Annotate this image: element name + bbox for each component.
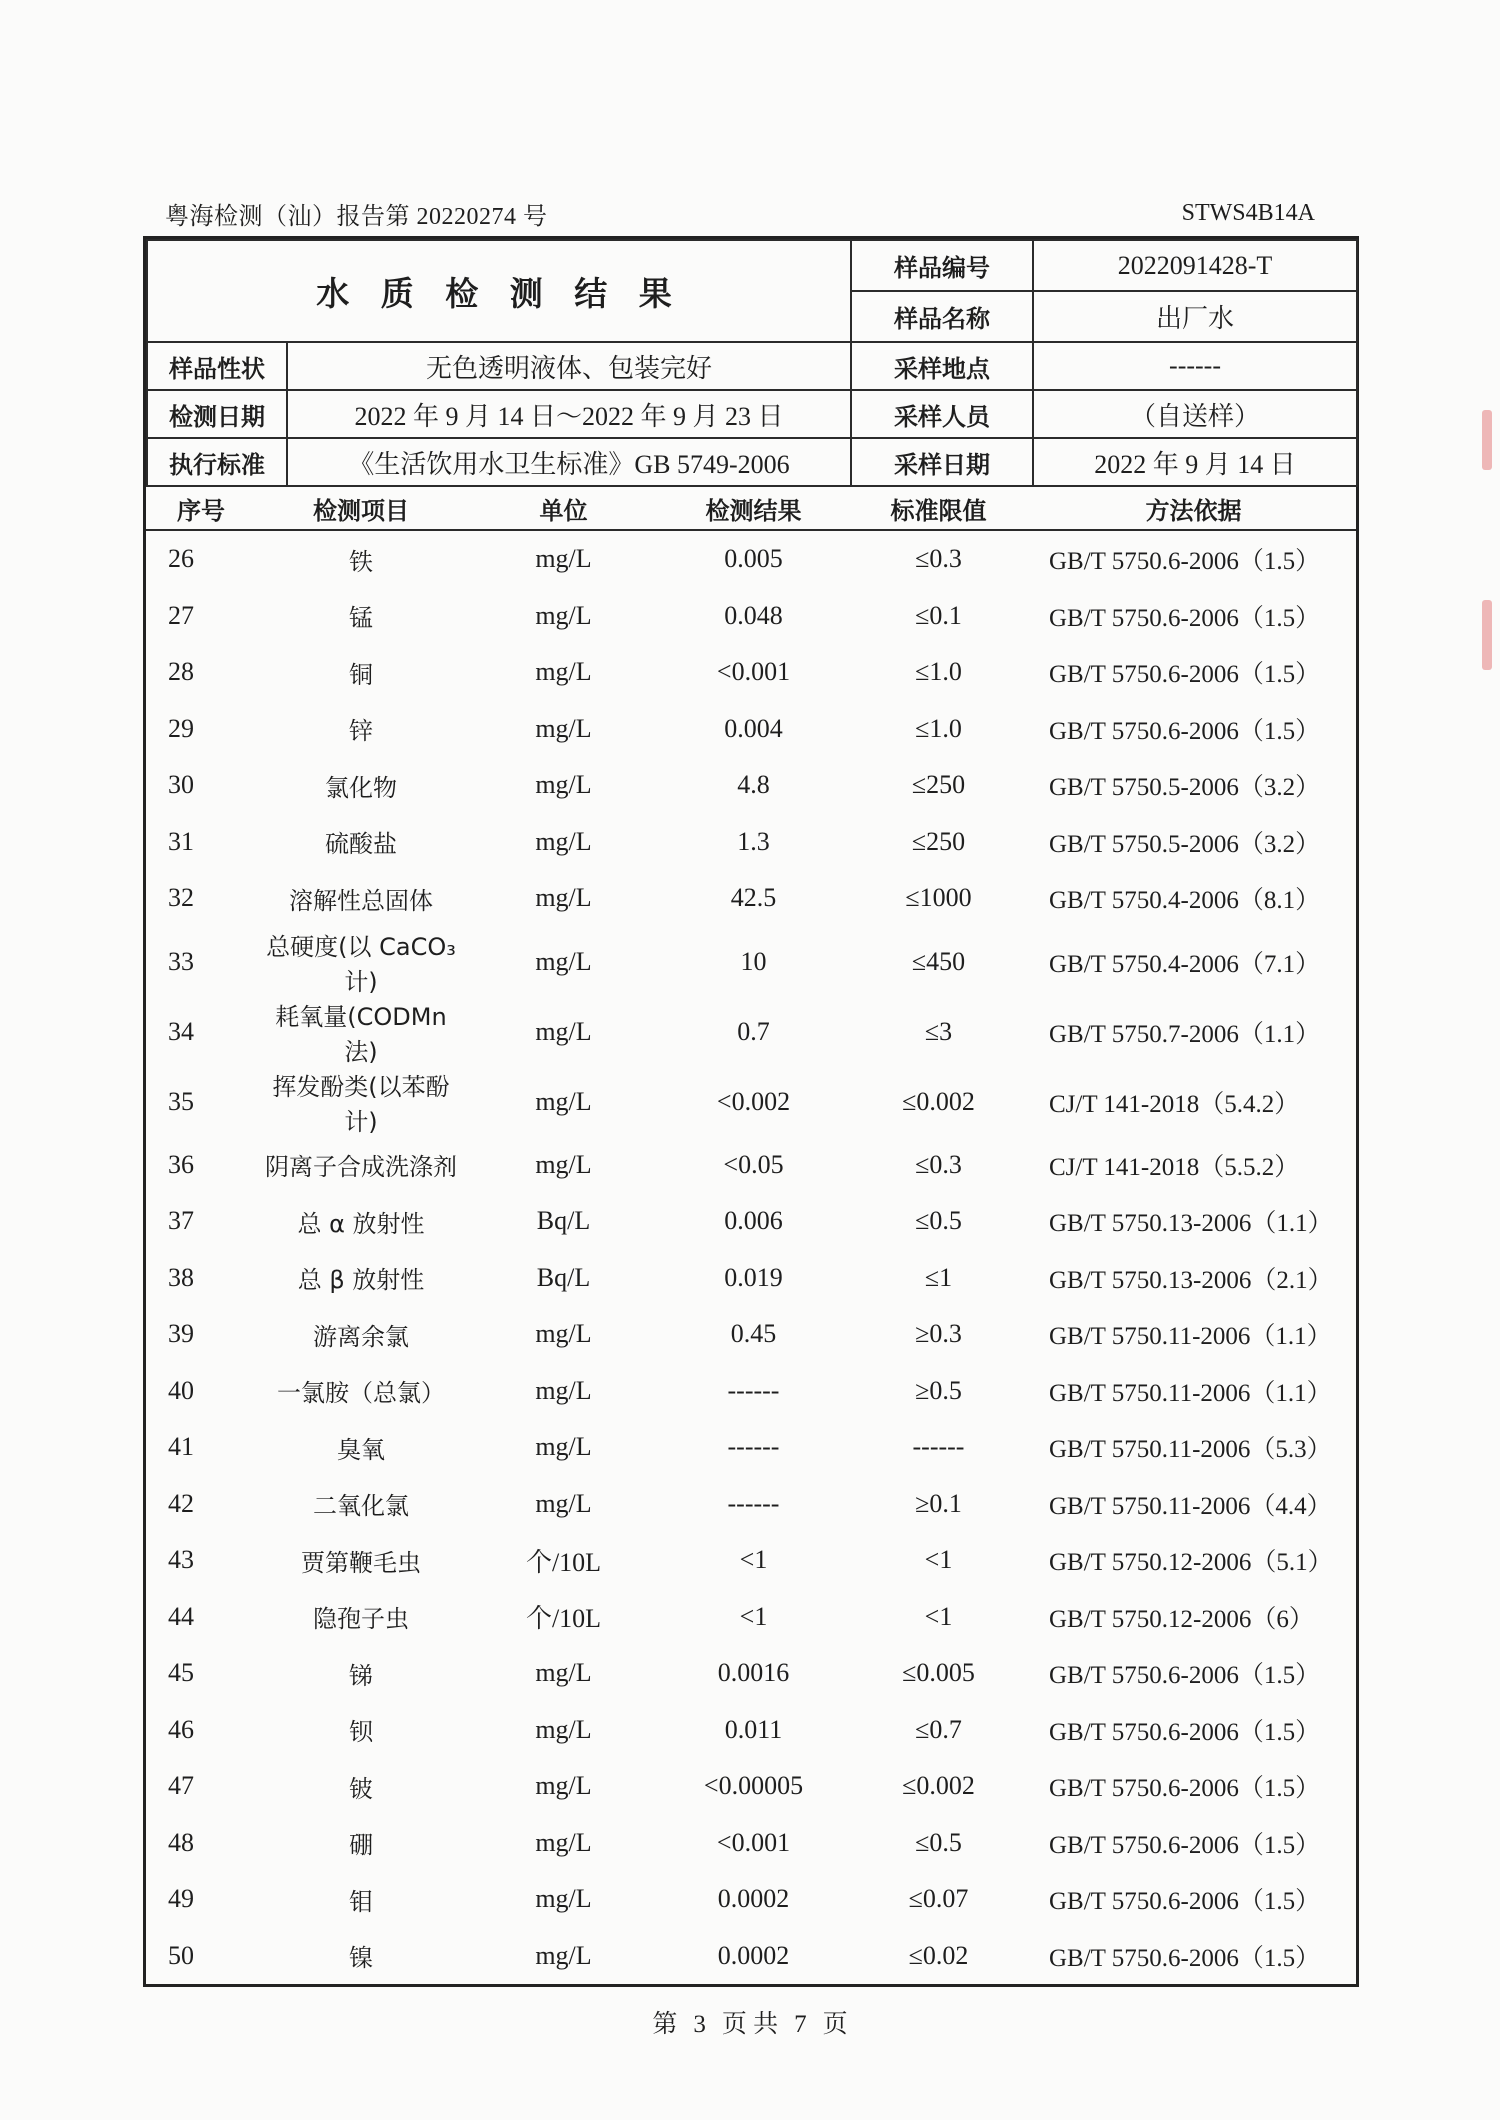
method-basis: GB/T 5750.6-2006（1.5）: [1049, 1831, 1321, 1859]
table-row: [146, 1306, 1356, 1363]
unit: mg/L: [535, 883, 592, 913]
sample-name-label: 样品名称: [851, 291, 1033, 342]
unit: mg/L: [535, 657, 592, 687]
sample-no-label: 样品编号: [851, 240, 1033, 291]
result-sheet: [143, 236, 1359, 1987]
standard-limit: ≥0.1: [915, 1488, 962, 1518]
row-number: 34: [168, 1016, 194, 1046]
table-row: [146, 1645, 1356, 1702]
unit: mg/L: [535, 1432, 592, 1462]
standard-limit: <1: [924, 1545, 953, 1575]
test-item: 总 α 放射性: [297, 1209, 425, 1238]
sheet-title: 水 质 检 测 结 果: [147, 240, 851, 342]
test-item: 耗氧量(CODMn 法): [275, 1002, 447, 1066]
row-number: 31: [168, 826, 194, 856]
standard-limit: ≤0.005: [902, 1658, 975, 1688]
test-result: 10: [740, 946, 767, 976]
column-header: 方法依据: [1031, 487, 1356, 530]
test-result: 0.019: [724, 1262, 783, 1292]
test-item: 铁: [349, 547, 373, 576]
table-row: [146, 1871, 1356, 1928]
results-table: [146, 487, 1356, 1984]
test-result: <0.00005: [703, 1771, 804, 1801]
test-item: 臭氧: [337, 1435, 385, 1464]
test-item: 贾第鞭毛虫: [301, 1548, 421, 1577]
test-result: 0.048: [724, 600, 783, 630]
test-result: <0.001: [716, 1827, 791, 1857]
method-basis: GB/T 5750.6-2006（1.5）: [1049, 1662, 1321, 1690]
row-number: 30: [168, 770, 194, 800]
table-row: [146, 814, 1356, 871]
column-header: 检测项目: [256, 487, 466, 530]
unit: mg/L: [535, 1149, 592, 1179]
row-number: 36: [168, 1149, 194, 1179]
table-row: [146, 757, 1356, 814]
test-result: 0.0002: [717, 1884, 790, 1914]
table-row: [146, 1758, 1356, 1815]
row-number: 28: [168, 657, 194, 687]
seal-edge-mark: [1482, 410, 1492, 470]
method-basis: GB/T 5750.5-2006（3.2）: [1049, 830, 1321, 858]
page-prefix: 第: [652, 2011, 678, 2038]
method-basis: GB/T 5750.6-2006（1.5）: [1049, 661, 1321, 689]
test-result: 0.7: [737, 1016, 770, 1046]
standard-limit: ≤1.0: [915, 713, 962, 743]
test-result: 0.004: [724, 713, 783, 743]
method-basis: GB/T 5750.13-2006（2.1）: [1049, 1266, 1333, 1294]
unit: mg/L: [535, 1488, 592, 1518]
row-number: 47: [168, 1771, 194, 1801]
appearance-value: 无色透明液体、包装完好: [287, 342, 851, 390]
sample-date-value: 2022 年 9 月 14 日: [1033, 438, 1357, 486]
sampler-label: 采样人员: [851, 390, 1033, 438]
test-item: 隐孢子虫: [313, 1605, 409, 1634]
unit: 个/10L: [525, 1547, 602, 1577]
sample-date-label: 采样日期: [851, 438, 1033, 486]
standard-limit: ≤0.5: [915, 1206, 962, 1236]
standard-limit: ≤0.3: [915, 1149, 962, 1179]
standard-limit: ≤250: [911, 770, 966, 800]
method-basis: GB/T 5750.11-2006（1.1）: [1049, 1323, 1332, 1351]
table-row: [146, 530, 1356, 588]
table-row: [146, 1067, 1356, 1137]
table-row: [146, 927, 1356, 997]
method-basis: GB/T 5750.12-2006（5.1）: [1049, 1549, 1333, 1577]
row-number: 44: [168, 1601, 194, 1631]
test-result: <0.001: [716, 657, 791, 687]
test-item: 溶解性总固体: [289, 886, 433, 915]
standard-value: 《生活饮用水卫生标准》GB 5749-2006: [287, 438, 851, 486]
table-row: [146, 997, 1356, 1067]
site-value: ------: [1033, 342, 1357, 390]
table-row: [146, 1702, 1356, 1759]
table-row: [146, 1137, 1356, 1194]
unit: mg/L: [535, 770, 592, 800]
table-row: [146, 1928, 1356, 1985]
method-basis: GB/T 5750.6-2006（1.5）: [1049, 1944, 1321, 1972]
document-code: STWS4B14A: [1181, 200, 1315, 226]
method-basis: CJ/T 141-2018（5.5.2）: [1049, 1153, 1300, 1181]
standard-limit: ≤0.1: [915, 600, 962, 630]
test-result: <0.002: [716, 1086, 791, 1116]
appearance-label: 样品性状: [147, 342, 287, 390]
method-basis: GB/T 5750.6-2006（1.5）: [1049, 1888, 1321, 1916]
column-header: 单位: [466, 487, 661, 530]
test-item: 阴离子合成洗涤剂: [265, 1153, 457, 1182]
unit: mg/L: [535, 1771, 592, 1801]
row-number: 48: [168, 1827, 194, 1857]
standard-limit: ≤0.002: [902, 1771, 975, 1801]
table-row: [146, 588, 1356, 645]
page-mid: 页 共: [721, 2011, 779, 2038]
test-item: 锰: [349, 604, 373, 633]
standard-limit: ≤450: [911, 946, 966, 976]
standard-limit: ≤0.002: [902, 1086, 975, 1116]
row-number: 45: [168, 1658, 194, 1688]
standard-limit: ≤0.02: [908, 1940, 969, 1970]
sample-no-value: 2022091428-T: [1033, 240, 1357, 291]
test-result: 1.3: [737, 826, 770, 856]
method-basis: CJ/T 141-2018（5.4.2）: [1049, 1090, 1300, 1118]
row-number: 42: [168, 1488, 194, 1518]
test-result: <1: [739, 1545, 768, 1575]
report-number: 粤海检测（汕）报告第 20220274 号: [165, 204, 548, 230]
table-row: [146, 870, 1356, 927]
site-label: 采样地点: [851, 342, 1033, 390]
test-result: 0.005: [724, 544, 783, 574]
test-result: 0.006: [724, 1206, 783, 1236]
standard-limit: ≤3: [924, 1016, 953, 1046]
unit: mg/L: [535, 1086, 592, 1116]
test-item: 锌: [349, 717, 373, 746]
table-row: [146, 1363, 1356, 1420]
page-number: 3: [693, 2011, 706, 2038]
page-footer: [0, 2004, 1500, 2040]
method-basis: GB/T 5750.13-2006（1.1）: [1049, 1210, 1333, 1238]
standard-limit: ≥0.3: [915, 1319, 962, 1349]
unit: Bq/L: [536, 1262, 591, 1292]
unit: Bq/L: [536, 1206, 591, 1236]
column-header-row: [146, 487, 1356, 530]
standard-limit: ≤0.07: [908, 1884, 969, 1914]
test-item: 总 β 放射性: [297, 1266, 425, 1295]
standard-limit: ≥0.5: [915, 1375, 962, 1405]
test-item: 硫酸盐: [325, 830, 397, 859]
row-number: 35: [168, 1086, 194, 1116]
method-basis: GB/T 5750.7-2006（1.1）: [1049, 1020, 1321, 1048]
column-header: 检测结果: [661, 487, 846, 530]
row-number: 50: [168, 1940, 194, 1970]
test-item: 一氯胺（总氯）: [277, 1379, 445, 1408]
method-basis: GB/T 5750.6-2006（1.5）: [1049, 1718, 1321, 1746]
standard-limit: <1: [924, 1601, 953, 1631]
sampler-value: （自送样）: [1033, 390, 1357, 438]
test-item: 镍: [349, 1944, 373, 1973]
test-item: 游离余氯: [313, 1322, 409, 1351]
method-basis: GB/T 5750.4-2006（8.1）: [1049, 887, 1321, 915]
test-item: 钡: [349, 1718, 373, 1747]
table-row: [146, 1419, 1356, 1476]
test-item: 硼: [349, 1831, 373, 1860]
standard-limit: ≤1.0: [915, 657, 962, 687]
test-result: 0.0016: [717, 1658, 790, 1688]
method-basis: GB/T 5750.11-2006（1.1）: [1049, 1379, 1332, 1407]
test-item: 铜: [349, 660, 373, 689]
table-row: [146, 1250, 1356, 1307]
table-row: [146, 701, 1356, 758]
row-number: 29: [168, 713, 194, 743]
standard-limit: ------: [912, 1432, 965, 1462]
table-row: [146, 1532, 1356, 1589]
table-row: [146, 644, 1356, 701]
unit: mg/L: [535, 946, 592, 976]
method-basis: GB/T 5750.6-2006（1.5）: [1049, 548, 1321, 576]
unit: mg/L: [535, 544, 592, 574]
standard-limit: ≤0.5: [915, 1827, 962, 1857]
table-row: [146, 1589, 1356, 1646]
table-row: [146, 1815, 1356, 1872]
row-number: 33: [168, 946, 194, 976]
test-item: 氯化物: [325, 773, 397, 802]
column-header: 序号: [146, 487, 256, 530]
test-item: 锑: [349, 1661, 373, 1690]
method-basis: GB/T 5750.12-2006（6）: [1049, 1605, 1314, 1633]
unit: 个/10L: [525, 1604, 602, 1634]
test-result: ------: [727, 1375, 780, 1405]
test-result: 4.8: [737, 770, 770, 800]
row-number: 32: [168, 883, 194, 913]
page-suffix: 页: [822, 2011, 848, 2038]
method-basis: GB/T 5750.6-2006（1.5）: [1049, 1775, 1321, 1803]
test-date-label: 检测日期: [147, 390, 287, 438]
row-number: 41: [168, 1432, 194, 1462]
row-number: 38: [168, 1262, 194, 1292]
unit: mg/L: [535, 600, 592, 630]
sample-info-table: [146, 239, 1358, 487]
test-result: ------: [727, 1432, 780, 1462]
unit: mg/L: [535, 1658, 592, 1688]
standard-limit: ≤1: [924, 1262, 953, 1292]
unit: mg/L: [535, 1016, 592, 1046]
standard-limit: ≤1000: [905, 883, 972, 913]
test-result: 0.011: [724, 1714, 783, 1744]
unit: mg/L: [535, 826, 592, 856]
test-result: <0.05: [723, 1149, 784, 1179]
method-basis: GB/T 5750.11-2006（5.3）: [1049, 1436, 1332, 1464]
row-number: 49: [168, 1884, 194, 1914]
unit: mg/L: [535, 1940, 592, 1970]
page-total: 7: [794, 2011, 807, 2038]
standard-label: 执行标准: [147, 438, 287, 486]
test-result: ------: [727, 1488, 780, 1518]
table-row: [146, 1476, 1356, 1533]
row-number: 39: [168, 1319, 194, 1349]
method-basis: GB/T 5750.6-2006（1.5）: [1049, 604, 1321, 632]
method-basis: GB/T 5750.5-2006（3.2）: [1049, 774, 1321, 802]
row-number: 40: [168, 1375, 194, 1405]
row-number: 27: [168, 600, 194, 630]
test-item: 总硬度(以 CaCO₃ 计): [266, 932, 456, 996]
test-result: 0.45: [730, 1319, 777, 1349]
test-result: <1: [739, 1601, 768, 1631]
test-result: 42.5: [730, 883, 777, 913]
test-item: 钼: [349, 1887, 373, 1916]
test-item: 铍: [349, 1774, 373, 1803]
row-number: 46: [168, 1714, 194, 1744]
standard-limit: ≤0.3: [915, 544, 962, 574]
unit: mg/L: [535, 1375, 592, 1405]
unit: mg/L: [535, 1319, 592, 1349]
row-number: 26: [168, 544, 194, 574]
test-item: 挥发酚类(以苯酚计): [272, 1072, 450, 1136]
method-basis: GB/T 5750.11-2006（4.4）: [1049, 1492, 1332, 1520]
seal-edge-mark: [1482, 600, 1492, 670]
test-date-value: 2022 年 9 月 14 日～2022 年 9 月 23 日: [287, 390, 851, 438]
method-basis: GB/T 5750.6-2006（1.5）: [1049, 717, 1321, 745]
unit: mg/L: [535, 713, 592, 743]
table-row: [146, 1193, 1356, 1250]
test-result: 0.0002: [717, 1940, 790, 1970]
unit: mg/L: [535, 1714, 592, 1744]
unit: mg/L: [535, 1884, 592, 1914]
unit: mg/L: [535, 1827, 592, 1857]
method-basis: GB/T 5750.4-2006（7.1）: [1049, 950, 1321, 978]
test-item: 二氧化氯: [313, 1492, 409, 1521]
row-number: 43: [168, 1545, 194, 1575]
sample-name-value: 出厂水: [1033, 291, 1357, 342]
column-header: 标准限值: [846, 487, 1031, 530]
standard-limit: ≤0.7: [915, 1714, 962, 1744]
standard-limit: ≤250: [911, 826, 966, 856]
row-number: 37: [168, 1206, 194, 1236]
